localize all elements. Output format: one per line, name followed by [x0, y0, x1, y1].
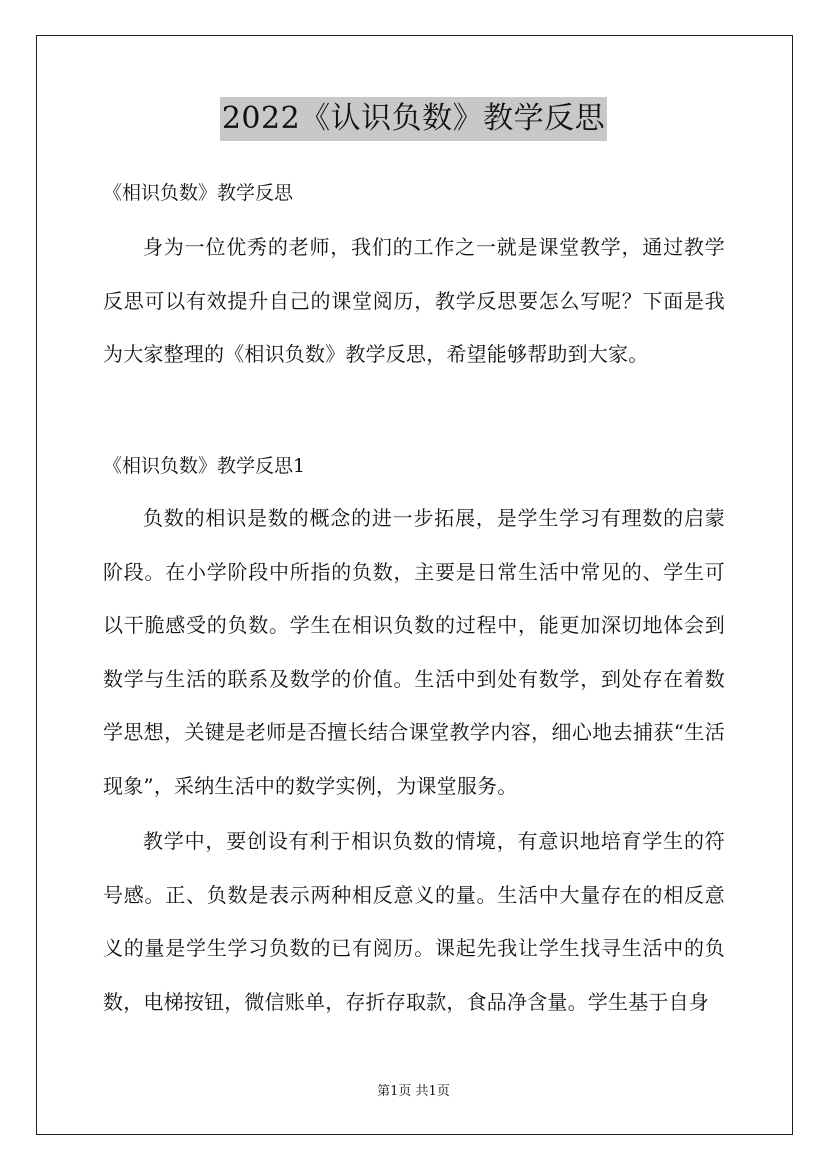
section1-heading: 《相识负数》教学反思1 [103, 455, 306, 477]
section1-paragraph-1: 负数的相识是数的概念的进一步拓展，是学生学习有理数的启蒙阶段。在小学阶段中所指的负数，主要是日常生活中常见的、学生可以干脆感受的负数。学生在相识负数的过程中，能更加深切地体会到数学与生活的联系及数学的价值。生活中到处有数学，到处存在着数学思想，关键是老师是否擅长结合课堂教学内容，细心地去捕获“生活现象”，采纳生活中的数学实例，为课堂服务。 [103, 506, 725, 798]
title-container [0, 97, 827, 141]
section1-paragraph-2: 教学中，要创设有利于相识负数的情境，有意识地培育学生的符号感。正、负数是表示两种相反意义的量。生活中大量存在的相反意义的量是学生学习负数的已有阅历。课起先我让学生找寻生活中的负数，电梯按钮，微信账单，存折存取款，食品净含量。学生基于自身 [103, 829, 725, 1014]
page-footer: 第1页 共1页 [377, 1084, 450, 1099]
intro-heading: 《相识负数》教学反思 [103, 182, 294, 204]
intro-paragraph: 身为一位优秀的老师，我们的工作之一就是课堂教学，通过教学反思可以有效提升自己的课堂阅历，教学反思要怎么写呢？下面是我为大家整理的《相识负数》教学反思，希望能够帮助到大家。 [103, 235, 725, 366]
document-title: 2022《认识负数》教学反思 [220, 97, 607, 141]
